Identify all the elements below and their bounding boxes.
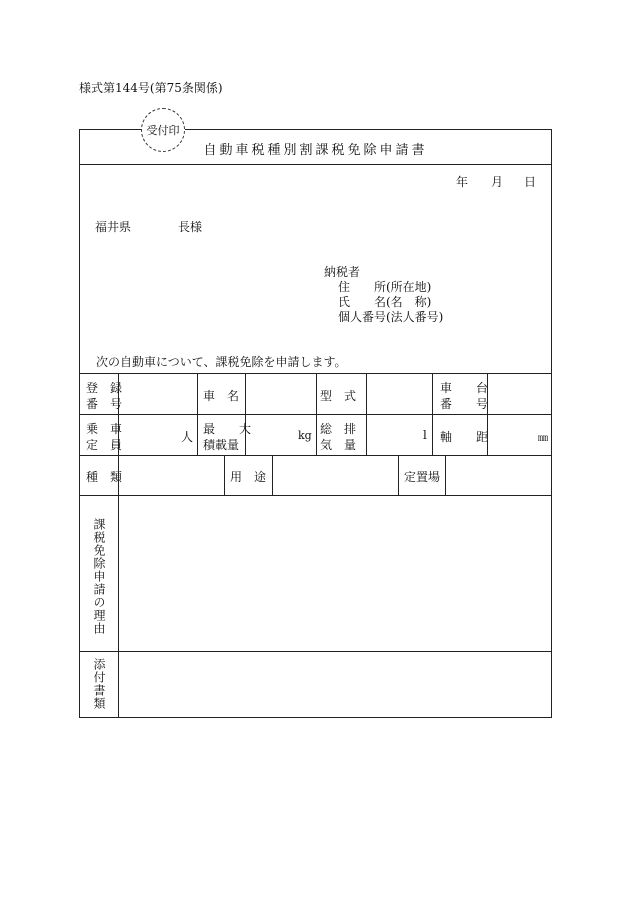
col-rule-a — [197, 373, 198, 455]
capacity-unit: 人 — [181, 430, 194, 444]
row3-rule-a — [224, 455, 225, 495]
row-divider-2 — [79, 455, 552, 456]
registration-number-label-2: 番 号 — [86, 397, 123, 411]
passenger-capacity-label-1: 乗 車 — [86, 422, 123, 436]
registration-number-label-1: 登 録 — [86, 381, 123, 395]
addressee-suffix: 長様 — [178, 220, 203, 234]
col-rule-c — [316, 373, 317, 455]
applicant-id-label: 個人番号(法人番号) — [338, 310, 444, 324]
attachments-label: 添付書類 — [92, 658, 106, 710]
passenger-capacity-label-2: 定 員 — [86, 438, 123, 452]
vehicle-name-label: 車 名 — [203, 389, 240, 403]
storage-location-label: 定置場 — [404, 470, 441, 484]
row-divider-4 — [79, 651, 552, 652]
col-rule-e — [432, 373, 433, 455]
applicant-address-label: 住 所(所在地) — [338, 280, 432, 294]
form-number: 様式第144号(第75条関係) — [79, 81, 223, 95]
max-load-label-2: 積載量 — [203, 438, 240, 452]
addressee-prefecture: 福井県 — [95, 220, 132, 234]
displacement-label-2: 気 量 — [320, 438, 357, 452]
wheelbase-label: 軸 距 — [440, 430, 489, 444]
displacement-unit: l — [423, 428, 427, 442]
date-year: 年 — [456, 175, 469, 189]
applicant-label: 納税者 — [324, 265, 361, 279]
date-day: 日 — [524, 175, 537, 189]
receipt-stamp-label: 受付印 — [146, 124, 180, 137]
load-unit: kg — [298, 429, 312, 442]
vehicle-type-label: 種 類 — [86, 470, 123, 484]
chassis-number-label-2: 番 号 — [440, 397, 489, 411]
displacement-label-1: 総 排 — [320, 422, 357, 436]
max-load-label-1: 最 大 — [203, 422, 252, 436]
row3-rule-d — [445, 455, 446, 495]
wheelbase-unit: ㎜ — [538, 433, 548, 444]
col-rule-b — [245, 373, 246, 455]
application-statement: 次の自動車について、課税免除を申請します。 — [96, 355, 347, 369]
usage-label: 用 途 — [230, 470, 267, 484]
row3-rule-b — [272, 455, 273, 495]
chassis-number-label-1: 車 台 — [440, 381, 489, 395]
row-divider-3 — [79, 495, 552, 496]
model-label: 型 式 — [320, 389, 357, 403]
exemption-reason-label: 課税免除申請の理由 — [92, 518, 106, 635]
title-divider — [79, 164, 552, 165]
col-rule-d — [366, 373, 367, 455]
form-title: 自動車税種別割課税免除申請書 — [203, 143, 428, 158]
row3-rule-c — [398, 455, 399, 495]
date-month: 月 — [491, 175, 504, 189]
applicant-name-label: 氏 名(名 称) — [338, 295, 432, 309]
